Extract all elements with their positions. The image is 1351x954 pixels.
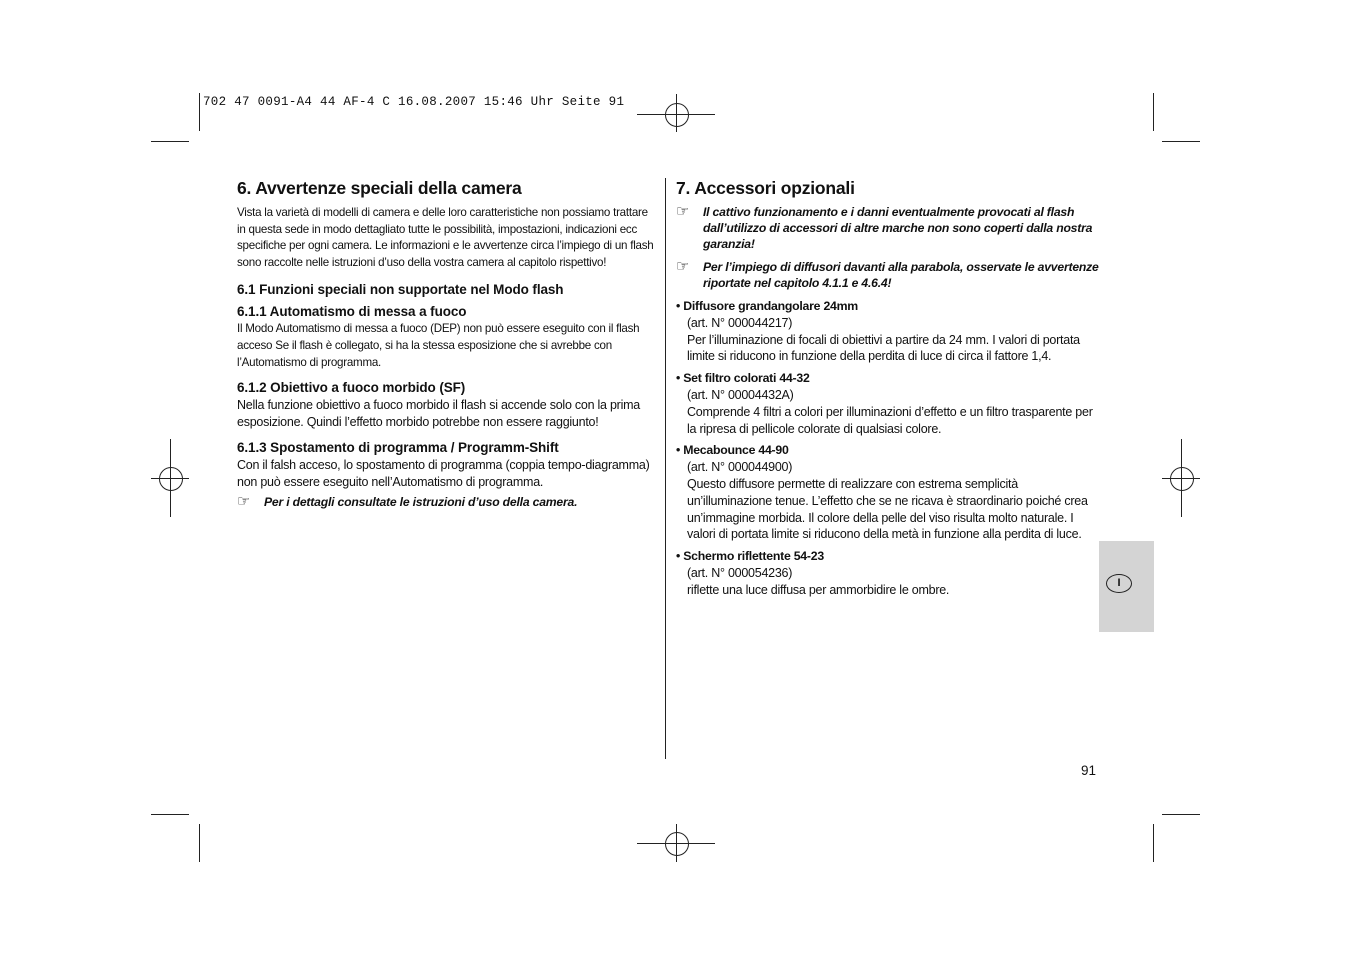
crop-mark: [199, 93, 200, 131]
section-6-note-text: Per i dettagli consultate le istruzioni d’uso della camera.: [264, 495, 578, 510]
accessory-description: Per l’illuminazione di focali di obiettivi a partire da 24 mm. I valori di portata limite si riducono in funzione della perdita di luce di circa il fattore 1,4.: [687, 332, 1080, 364]
subsection-6-1-2-title: 6.1.2 Obiettivo a fuoco morbido (SF): [237, 380, 466, 396]
accessory-description: riflette una luce diffusa per ammorbidire le ombre.: [687, 582, 950, 597]
accessory-art-number: (art. N° 000044900): [687, 460, 793, 475]
accessory-description: Comprende 4 filtri a colori per illuminazioni d’effetto e un filtro trasparente per la ripresa di pellicole colorate di qualsiasi colore.: [687, 404, 1093, 436]
accessory-art-number: (art. N° 00004432A): [687, 388, 794, 402]
pointing-hand-icon: ☞: [237, 493, 251, 511]
subsection-6-1-3-text: Con il falsh acceso, lo spostamento di programma (coppia tempo-diagramma) non può essere eseguito nell’Automatismo di programma.: [237, 457, 650, 489]
accessory-description: Questo diffusore permette di realizzare con estrema semplicità un’illuminazione tenue. L’effetto che se ne ricava è straordinario poiché crea un’immagine morbida. Il colore della pelle del viso risulta molto naturale. I valori di portata limite si riducono della metà in funzione alla perdita di luce.: [687, 476, 1088, 542]
accessory-art-number: (art. N° 000044217): [687, 315, 793, 330]
pointing-hand-icon: ☞: [676, 257, 690, 275]
accessory-name: • Diffusore grandangolare 24mm: [676, 299, 858, 314]
column-divider: [665, 178, 666, 759]
language-tab-label: I: [1106, 574, 1132, 593]
print-header: 702 47 0091-A4 44 AF-4 C 16.08.2007 15:46 Uhr Seite 91: [203, 95, 625, 109]
crop-mark: [151, 141, 189, 142]
accessory-item: [676, 548, 1100, 598]
accessory-name: • Mecabounce 44-90: [676, 443, 789, 458]
pointing-hand-icon: ☞: [676, 203, 690, 220]
crop-mark: [1153, 93, 1154, 131]
section-6-title: 6. Avvertenze speciali della camera: [237, 178, 522, 198]
section-7-note-warranty-text: Il cattivo funzionamento e i danni eventualmente provocati al flash dall’utilizzo di accessori di altre marche non sono coperti dalla nostra garanzia!: [703, 205, 1093, 252]
section-7-title: 7. Accessori opzionali: [676, 178, 855, 198]
subsection-6-1-1-title: 6.1.1 Automatismo di messa a fuoco: [237, 304, 467, 320]
subsection-6-1-2-text: Nella funzione obiettivo a fuoco morbido il flash si accende solo con la prima esposizione. Quindi l’effetto morbido potrebbe non essere raggiunto!: [237, 398, 640, 429]
crop-mark: [199, 824, 200, 862]
section-6-intro: Vista la varietà di modelli di camera e delle loro caratteristiche non possiamo trattare in questa sede in modo dettagliato tutte le possibilità, impostazioni, indicazioni ecc specifiche per ogni camera. Le informazioni e le avvertenze circa l’impiego di un flash sono raccolte nelle istruzioni d’uso della vostra camera al capitolo rispettivo!: [237, 206, 654, 269]
section-7-note-diffusers-text: Per l’impiego di diffusori davanti alla parabola, osservate le avvertenze riportate nel capitolo 4.1.1 e 4.6.4!: [703, 259, 1099, 290]
section-7-note-diffusers: [676, 259, 1100, 291]
subsection-6-1-title: 6.1 Funzioni speciali non supportate nel Modo flash: [237, 282, 564, 298]
section-7-note-warranty: [676, 204, 1100, 253]
crop-mark: [151, 814, 189, 815]
section-7: [676, 178, 1100, 599]
accessory-art-number: (art. N° 000054236): [687, 565, 793, 580]
accessory-name: • Set filtro colorati 44-32: [676, 371, 810, 386]
accessory-item: [676, 298, 1100, 365]
subsection-6-1-1-text: Il Modo Automatismo di messa a fuoco (DEP) non può essere eseguito con il flash acceso Se il flash è collegato, si ha la stessa esposizione che si avrebbe con l’Automatismo di programma.: [237, 322, 640, 369]
crop-mark: [1162, 814, 1200, 815]
accessory-item: [676, 442, 1100, 543]
section-6: [237, 178, 655, 511]
crop-mark: [1153, 824, 1154, 862]
crop-mark: [1162, 141, 1200, 142]
section-6-note: [237, 494, 655, 510]
page-number: 91: [1081, 763, 1097, 778]
subsection-6-1-3-title: 6.1.3 Spostamento di programma / Programm-Shift: [237, 439, 559, 455]
accessory-name: • Schermo riflettente 54-23: [676, 549, 824, 564]
accessory-item: [676, 370, 1100, 437]
